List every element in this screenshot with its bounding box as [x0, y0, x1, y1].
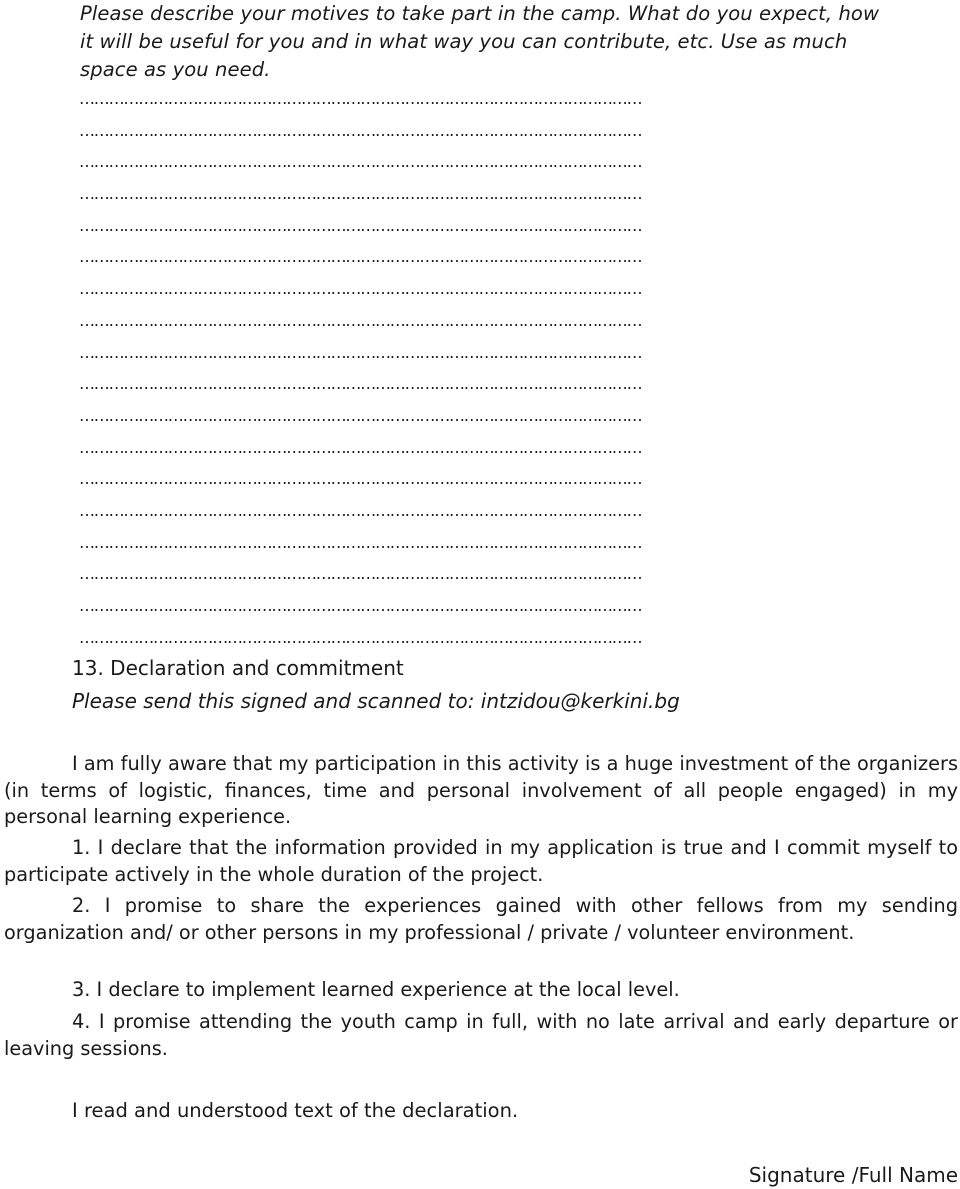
answer-line[interactable]: ……………………………………………………………………………………………………: [79, 185, 642, 204]
motivation-question-line: it will be useful for you and in what way you can contribute, etc. Use as much: [80, 30, 848, 53]
send-instructions: Please send this signed and scanned to: intzidou@kerkini.bg: [72, 689, 680, 713]
paragraph-text: 1. I declare that the information provided in my application is true and I commit myself to participate actively in the whole duration of the project.: [4, 836, 958, 886]
declaration-intro-paragraph: [4, 751, 958, 831]
answer-line[interactable]: ……………………………………………………………………………………………………: [79, 280, 642, 299]
paragraph-text: 4. I promise attending the youth camp in full, with no late arrival and early departure or leaving sessions.: [4, 1010, 958, 1060]
answer-line[interactable]: ……………………………………………………………………………………………………: [79, 90, 642, 108]
motivation-question: [80, 0, 960, 84]
motivation-question-line: space as you need.: [80, 58, 271, 81]
motivation-question-line: Please describe your motives to take part in the camp. What do you expect, how: [80, 2, 880, 25]
answer-line[interactable]: ……………………………………………………………………………………………………: [79, 216, 642, 235]
answer-line[interactable]: ……………………………………………………………………………………………………: [79, 153, 642, 172]
answer-line[interactable]: ……………………………………………………………………………………………………: [79, 121, 642, 140]
signature-label: Signature /Full Name: [748, 1163, 958, 1187]
declaration-item-2: [4, 893, 958, 946]
answer-line[interactable]: ……………………………………………………………………………………………………: [79, 533, 642, 552]
paragraph-text: 2. I promise to share the experiences gained with other fellows from my sending organization and/ or other persons in my professional / private / volunteer environment.: [4, 894, 958, 944]
paragraph-text: 3. I declare to implement learned experience at the local level.: [72, 978, 680, 1001]
paragraph-text: I am fully aware that my participation in this activity is a huge investment of the organizers (in terms of logistic, finances, time and personal involvement of all people engaged) in my personal learning experience.: [4, 752, 958, 828]
answer-line[interactable]: ……………………………………………………………………………………………………: [79, 565, 642, 584]
answer-line[interactable]: ……………………………………………………………………………………………………: [79, 628, 642, 647]
declaration-item-1: [4, 835, 958, 888]
answer-line[interactable]: ……………………………………………………………………………………………………: [79, 470, 642, 489]
answer-line[interactable]: ……………………………………………………………………………………………………: [79, 343, 642, 362]
answer-line[interactable]: ……………………………………………………………………………………………………: [79, 248, 642, 267]
declaration-item-4: [4, 1009, 958, 1062]
answer-line[interactable]: ……………………………………………………………………………………………………: [79, 406, 642, 425]
read-statement: I read and understood text of the declaration.: [72, 1099, 519, 1122]
answer-line[interactable]: ……………………………………………………………………………………………………: [79, 375, 642, 394]
answer-line[interactable]: ……………………………………………………………………………………………………: [79, 311, 642, 330]
section-title: 13. Declaration and commitment: [72, 656, 404, 680]
declaration-item-3: [4, 977, 958, 1004]
answer-area[interactable]: [79, 90, 899, 660]
answer-line[interactable]: ……………………………………………………………………………………………………: [79, 501, 642, 520]
answer-line[interactable]: ……………………………………………………………………………………………………: [79, 597, 642, 615]
answer-line[interactable]: ……………………………………………………………………………………………………: [79, 438, 642, 457]
